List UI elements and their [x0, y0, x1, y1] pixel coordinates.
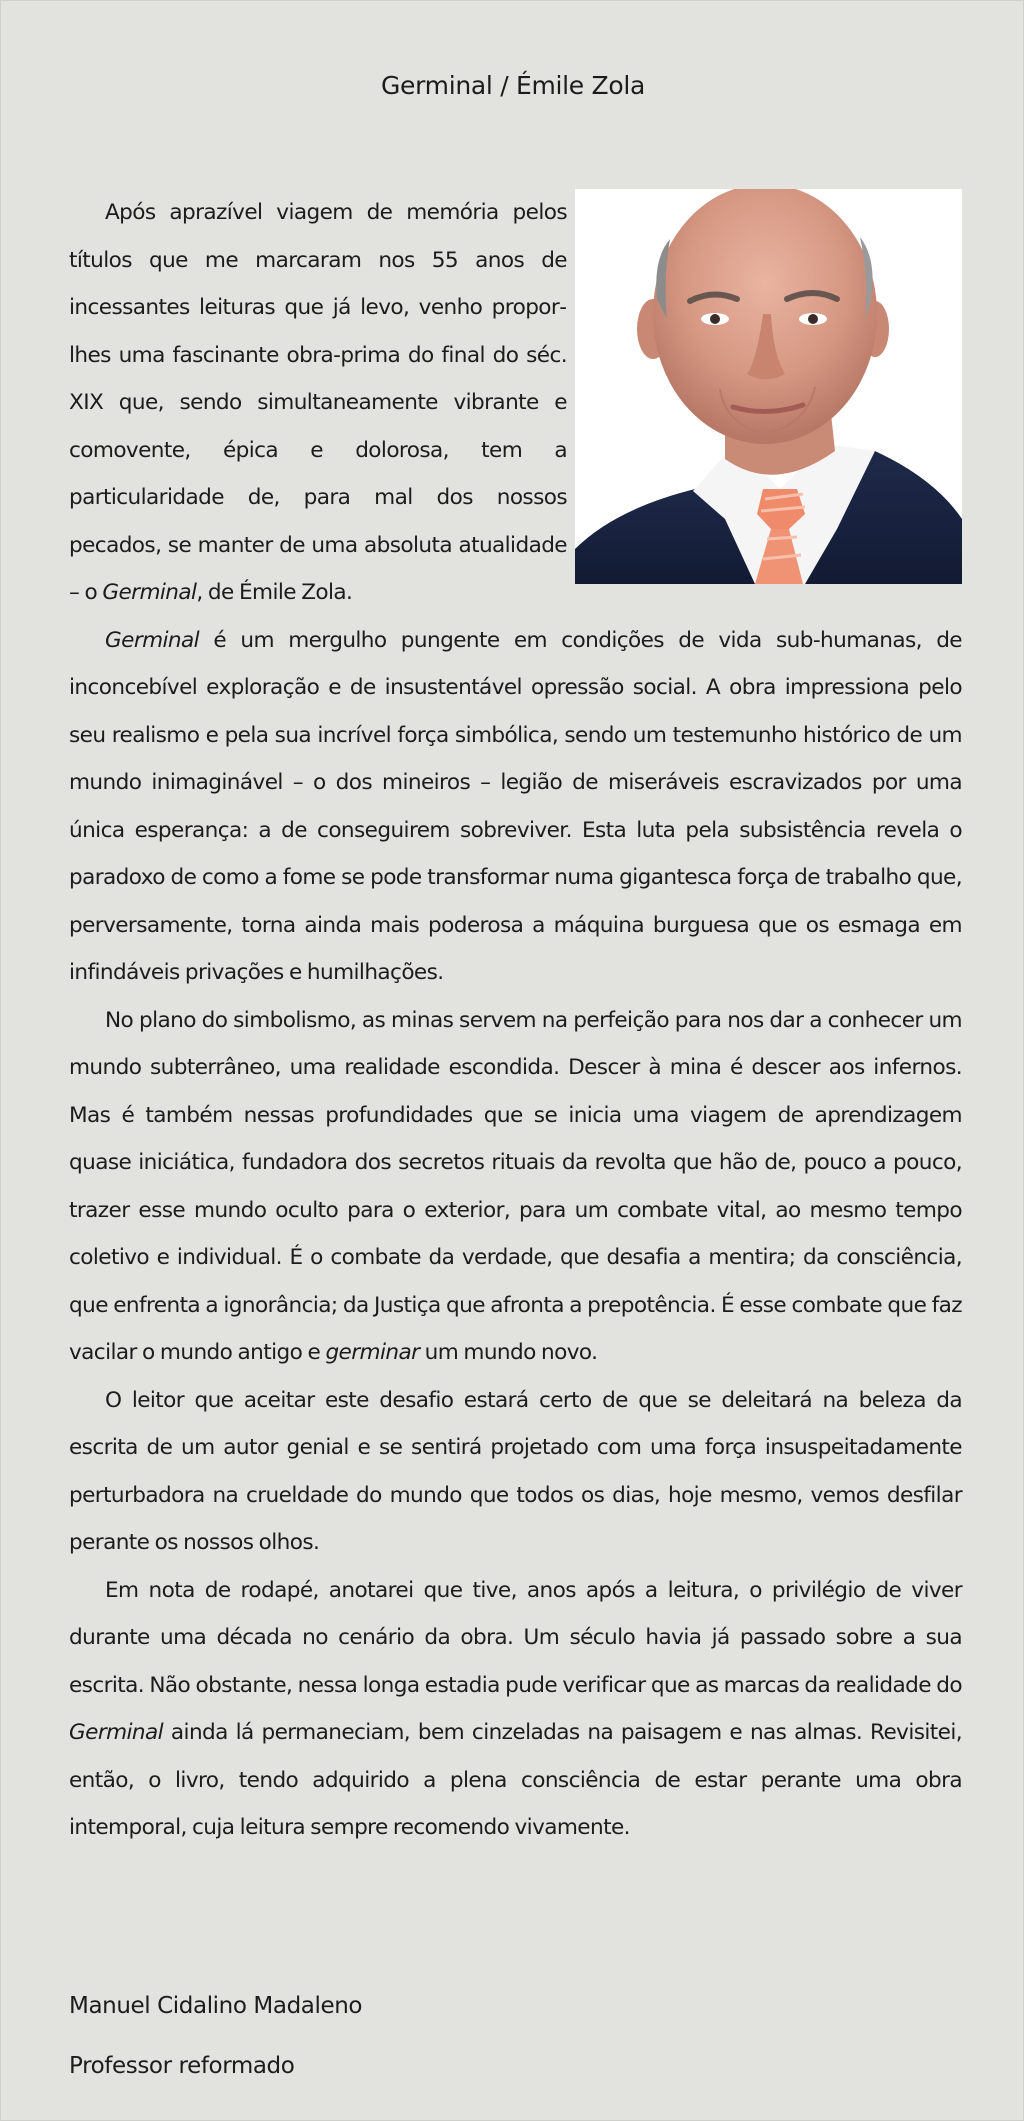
germinar-emphasis: germinar — [325, 1340, 420, 1365]
paragraph-3-text-end: um mundo novo. — [419, 1340, 598, 1365]
portrait-photo-icon — [575, 189, 962, 584]
paragraph-1-text: Após aprazível viagem de memória pelos títulos que me marcaram nos 55 anos de incessantes leituras que já levo, venho proporlhes uma fascinante obra-prima do final do séc. XIX que, sendo simultaneamente vibrante e comovente, épica e dolorosa, tem a particularidade de, para mal dos nossos pecados, se manter de uma absoluta atualidade – o — [69, 200, 567, 605]
paragraph-1-text-end: , de Émile Zola. — [196, 580, 353, 605]
paragraph-4-text: O leitor que aceitar este desafio estará certo de que se deleitará na beleza da escrita de um autor genial e se sentirá projetado com uma força insuspeitadamente perturbadora na crueldade do mundo que todos os dias, hoje mesmo, vemos desfilar perante os nossos olhos. — [69, 1387, 962, 1555]
author-role: Professor reformado — [69, 2053, 295, 2079]
paragraph-3 — [69, 997, 962, 1377]
page-title: Germinal / Émile Zola — [380, 71, 646, 100]
book-title-emphasis: Germinal — [69, 1720, 164, 1745]
signature-block — [69, 1976, 362, 2096]
paragraph-3-text: No plano do simbolismo, as minas servem na perfeição para nos dar a conhecer um mundo subterrâneo, uma realidade escondida. Descer à mina é descer aos infernos. Mas é também nessas profundidades que se inicia uma viagem de aprendizagem quase iniciática, fundadora dos secretos rituais da revolta que hão de, pouco a pouco, trazer esse mundo oculto para o exterior, para um combate vital, ao mesmo tempo coletivo e individual. É o combate da verdade, que desafia a mentira; da consciência, que enfrenta a ignorância; da Justiça que afronta a prepotência. É esse combate que faz vacilar o mundo antigo e — [69, 1007, 962, 1365]
paragraph-4 — [69, 1377, 962, 1567]
paragraph-5-text-end: ainda lá permaneciam, bem cinzeladas na paisagem e nas almas. Revisitei, então, o livro, tendo adquirido a plena consciência de estar perante uma obra intemporal, cuja leitura sempre recomendo vivamente. — [69, 1720, 962, 1840]
paragraph-5 — [69, 1567, 962, 1852]
book-title-emphasis: Germinal — [102, 580, 197, 605]
paragraph-2-text: é um mergulho pungente em condições de vida sub-humanas, de inconcebível exploração e de insustentável opressão social. A obra impressiona pelo seu realismo e pela sua incrível força simbólica, sendo um testemunho histórico de um mundo inimaginável – o dos mineiros – legião de miseráveis escravizados por uma única esperança: a de conseguirem sobreviver. Esta luta pela subsistência revela o paradoxo de como a fome se pode transformar numa gigantesca força de trabalho que, perversamente, torna ainda mais poderosa a máquina burguesa que os esmaga em infindáveis privações e humilhações. — [69, 627, 962, 985]
paragraph-2 — [69, 617, 962, 997]
paragraph-5-text: Em nota de rodapé, anotarei que tive, anos após a leitura, o privilégio de viver durante uma década no cenário da obra. Um século havia já passado sobre a sua escrita. Não obstante, nessa longa estadia pude verificar que as marcas da realidade do — [69, 1577, 962, 1698]
author-name: Manuel Cidalino Madaleno — [69, 1993, 363, 2019]
book-title-emphasis: Germinal — [105, 627, 200, 653]
article-body — [69, 189, 962, 1852]
